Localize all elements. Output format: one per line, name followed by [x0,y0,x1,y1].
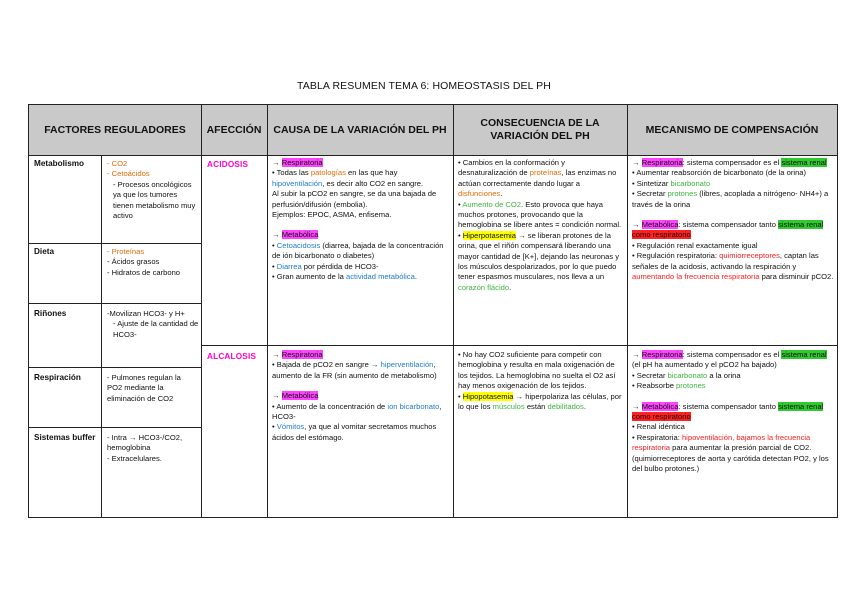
text: , ya que al vomitar secretamos muchos ácidos del estómago. [272,422,437,442]
text: Respiratoria: [636,432,682,442]
text: Hipopotasemia [462,391,514,401]
text: patologías [310,168,346,178]
text: Cetoacidosis [276,240,321,250]
factor-label: Respiración [34,373,81,382]
text: : sistema compensador tanto [678,220,779,230]
text: . Esto provoca que haya muchos protones, provocando que la hemoglobina se libere antes = condición normal. [458,199,622,230]
text: Metabólica [281,391,319,401]
text: hiperventilación [380,360,434,370]
text: Metabólica [641,220,679,230]
text: . [414,272,417,282]
text: Gran aumento de la [276,272,347,282]
text: sistema renal [781,158,827,167]
text: : sistema compensador es el [682,350,782,359]
text: , las enzimas no actúan correctamente dando lugar a [458,168,617,188]
text: corazón flácido [458,282,510,292]
consecuencia-alcalosis: • No hay CO2 suficiente para competir con hemoglobina y resulta en mala oxigenación de los tejidos. La hemoglobina no suelta el O2 así hay menos oxigenación de los tejidos. • Hipopotasemia → hiperpolariza las células, por lo que los músculos están debilitados. [458,350,622,412]
mecanismo-acidosis: → Respiratoria: sistema compensador es el sistema renal • Aumentar reabsorción de bicarbonato (de la orina) • Sintetizar bicarbonato • Secretar protones (libres, acoplada a nitrógeno- NH4+) a través de la orina → Metabólica: sistema compensador tanto sistema renal como respiratorio • Regulación renal exactamente igual • Regulación respiratoria: quimiorreceptores, captan las señales de la acidosis, activando la respiración y aumentando la frecuencia respiratoria para disminuir pCO2. [632,158,834,282]
divider [29,243,201,244]
mecanismo-alcalosis: → Respiratoria: sistema compensador es el sistema renal (el pH ha aumentado y el pCO2 ha bajado) • Secretar bicarbonato a la orina • Reabsorbe protones → Metabólica: sistema compensador tanto sistema renal como respiratorio • Renal idéntica • Respiratoria: hipoventilación, bajamos la frecuencia respiratoria para aumentar la presión parcial de CO2. (quimiorreceptores de aorta y carótida detectan PO2, y los del bulbo protones.) [632,350,829,474]
text: Respiratoria [641,350,683,359]
factor-items [107,309,199,340]
text: sistema renal [778,220,824,230]
text: Al subir la pCO2 en sangre, se da una bajada de perfusión/difusión (embolia). [272,189,437,209]
text: Aumento de la concentración de [276,401,388,411]
divider [29,427,201,428]
text: para aumentar la presión parcial de CO2. (quimiorreceptores de aorta y carótida detectan PO2, y los del bulbo protones.) [632,443,829,474]
causa-alcalosis: → Respiratoria • Bajada de pCO2 en sangre → hiperventilación, aumento de la FR (sin aumento de metabolismo) → Metabólica • Aumento de la concentración de ion bicarbonato, HCO3- • Vómitos, ya que al vomitar secretamos muchos ácidos del estómago. [272,350,442,442]
text: Cambios en la conformación y desnaturalización de [458,158,565,178]
text: Vómitos [276,422,305,432]
divider [453,105,454,517]
header-mecanismo: MECANISMO DE COMPENSACIÓN [645,123,819,136]
text: sistema renal [778,401,824,411]
text: como respiratorio [632,412,691,422]
text: Ejemplos: EPOC, ASMA, enfisema. [272,210,392,220]
afeccion-alcalosis: ALCALOSIS [207,352,257,361]
text: Diarrea [276,261,302,271]
text: actividad metabólica [346,272,415,282]
text: como respiratorio [632,230,691,240]
text: (diarrea, bajada de la concentración de ión bicarbonato o diabetes) [272,240,444,261]
text: Hiperpotasemia [462,230,516,240]
consecuencia-acidosis: • Cambios en la conformación y desnaturalización de proteínas, las enzimas no actúan correctamente dando lugar a disfunciones. • Aumento de CO2. Esto provoca que haya muchos protones, provocando que la hemoglobina se libere antes = condición normal. • Hiperpotasemia → se liberan protones de la orina, que el riñón compensará liberando una mayor cantidad de [K+], dejando las neuronas y los músculos despolarizados, por lo que puedo tener espasmos musculares, nos lleva a un corazón flácido. [458,158,622,292]
causa-resp-title: Respiratoria [281,158,323,167]
factor-label: Sistemas buffer [34,433,96,442]
causa-met-title: Metabólica [281,230,319,240]
text: , es decir alto CO2 en sangre. [322,178,424,188]
text: están [524,402,548,412]
text: , captan las señales de la acidosis, activando la respiración y [632,251,819,271]
text: a la orina [707,370,741,380]
text: bicarbonato [670,178,711,188]
text: → hiperpolariza las células, por lo que los [458,391,622,412]
text: Bajada de pCO2 en sangre → [276,360,381,370]
text: Regulación respiratoria: [636,251,720,261]
causa-acidosis: → Respiratoria • Todas las patologías en las que hay hipoventilación, es decir alto CO2 en sangre. Al subir la pCO2 en sangre, se da una bajada de perfusión/difusión (embolia). Ejemplos: EPOC, ASMA, enfisema. → Metabólica • Cetoacidosis (diarrea, bajada de la concentración de ión bicarbonato o diabetes) • Diarrea por pérdida de HCO3- • Gran aumento de la actividad metabólica. [272,158,450,282]
factor-label: Metabolismo [34,159,85,168]
factor-items [107,159,197,221]
header-causa: CAUSA DE LA VARIACIÓN DEL PH [273,123,447,136]
factor-label: Dieta [34,247,55,256]
text: debilitados [547,402,584,412]
text: Respiratoria [281,350,323,359]
header-factores: FACTORES REGULADORES [44,123,186,136]
list-item: - Intra → HCO3-/CO2, hemoglobina [107,433,183,453]
text: (libres, acoplada a nitrógeno- NH4+) a través de la orina [632,189,829,209]
divider [627,105,628,517]
list-item: - Extracelulares. [107,453,162,463]
text: Aumento de CO2 [462,199,522,209]
list-item: -Movilizan HCO3- y H+ [107,309,185,318]
header-consecuencia: CONSECUENCIA DE LA VARIACIÓN DEL PH [480,117,600,142]
text: Secretar [636,189,668,199]
text: protones [667,189,698,199]
divider [29,367,201,368]
factor-items [107,433,199,464]
text: Respiratoria [641,158,683,167]
text: Regulación renal exactamente igual [636,240,758,250]
text: por pérdida de HCO3- [301,261,379,271]
text: Aumentar reabsorción de bicarbonato (de la orina) [636,168,807,178]
text: ion bicarbonato [387,401,440,411]
divider [101,155,102,517]
factor-items [107,247,197,278]
list-item: - Proteínas [107,247,145,256]
factor-items [107,373,197,404]
text: Reabsorbe [636,381,677,391]
text: No hay CO2 suficiente para competir con hemoglobina y resulta en mala oxigenación de los tejidos. La hemoglobina no suelta el O2 así hay menos oxigenación de los tejidos. [458,350,616,391]
text: : sistema compensador tanto [678,401,779,411]
text: Metabólica [641,401,679,411]
list-item: - Pulmones regulan la PO2 mediante la eliminación de CO2 [107,373,181,403]
text: Secretar [636,370,668,380]
text: hipoventilación, bajamos la frecuencia respiratoria [632,432,811,453]
text: : sistema compensador es el [682,158,782,167]
divider [267,105,268,517]
afeccion-acidosis: ACIDOSIS [207,160,249,169]
list-item: - CO2 [107,159,128,168]
text: , aumento de la FR (sin aumento de metabolismo) [272,360,437,380]
summary-table [28,104,838,518]
text: Renal idéntica [636,422,685,432]
text: en las que hay [345,168,398,178]
text: aumentando la frecuencia respiratoria [632,272,760,282]
list-item: - Ácidos grasos [107,257,160,267]
text: Sintetizar [636,178,671,188]
list-item: - Ajuste de la cantidad de HCO3- [113,319,199,339]
text: . [509,282,512,292]
text: . [583,402,586,412]
text: protones [676,381,706,391]
list-item: - Cetoácidos [107,169,150,179]
text: hipoventilación [272,178,323,188]
text: Todas las [276,168,311,178]
text: disfunciones [458,189,501,199]
text: quimiorreceptores [719,251,780,261]
list-item: - Hidratos de carbono [107,267,181,277]
header-afeccion: AFECCIÓN [206,123,262,136]
factor-label: Riñones [34,309,67,318]
divider [201,105,202,517]
text: . [500,189,503,199]
text: músculos [492,402,525,412]
page-title: TABLA RESUMEN TEMA 6: HOMEOSTASIS DEL PH [297,80,551,92]
divider [201,345,837,346]
text: bicarbonato [667,370,708,380]
divider [29,303,201,304]
text: , HCO3- [272,401,442,422]
text: sistema renal [781,350,827,359]
text: para disminuir pCO2. [759,272,834,282]
text: proteínas [529,168,562,178]
text: (el pH ha aumentado y el pCO2 ha bajado) [632,360,777,370]
list-item: - Procesos oncológicos ya que los tumores tienen metabolismo muy activo [113,179,196,221]
text: → se liberan protones de la orina, que el riñón compensará liberando una mayor cantidad de [K+], dejando las neuronas y los músculos despolarizados, por lo que puedo tener espasmos musculares, nos lleva a un [458,230,620,282]
